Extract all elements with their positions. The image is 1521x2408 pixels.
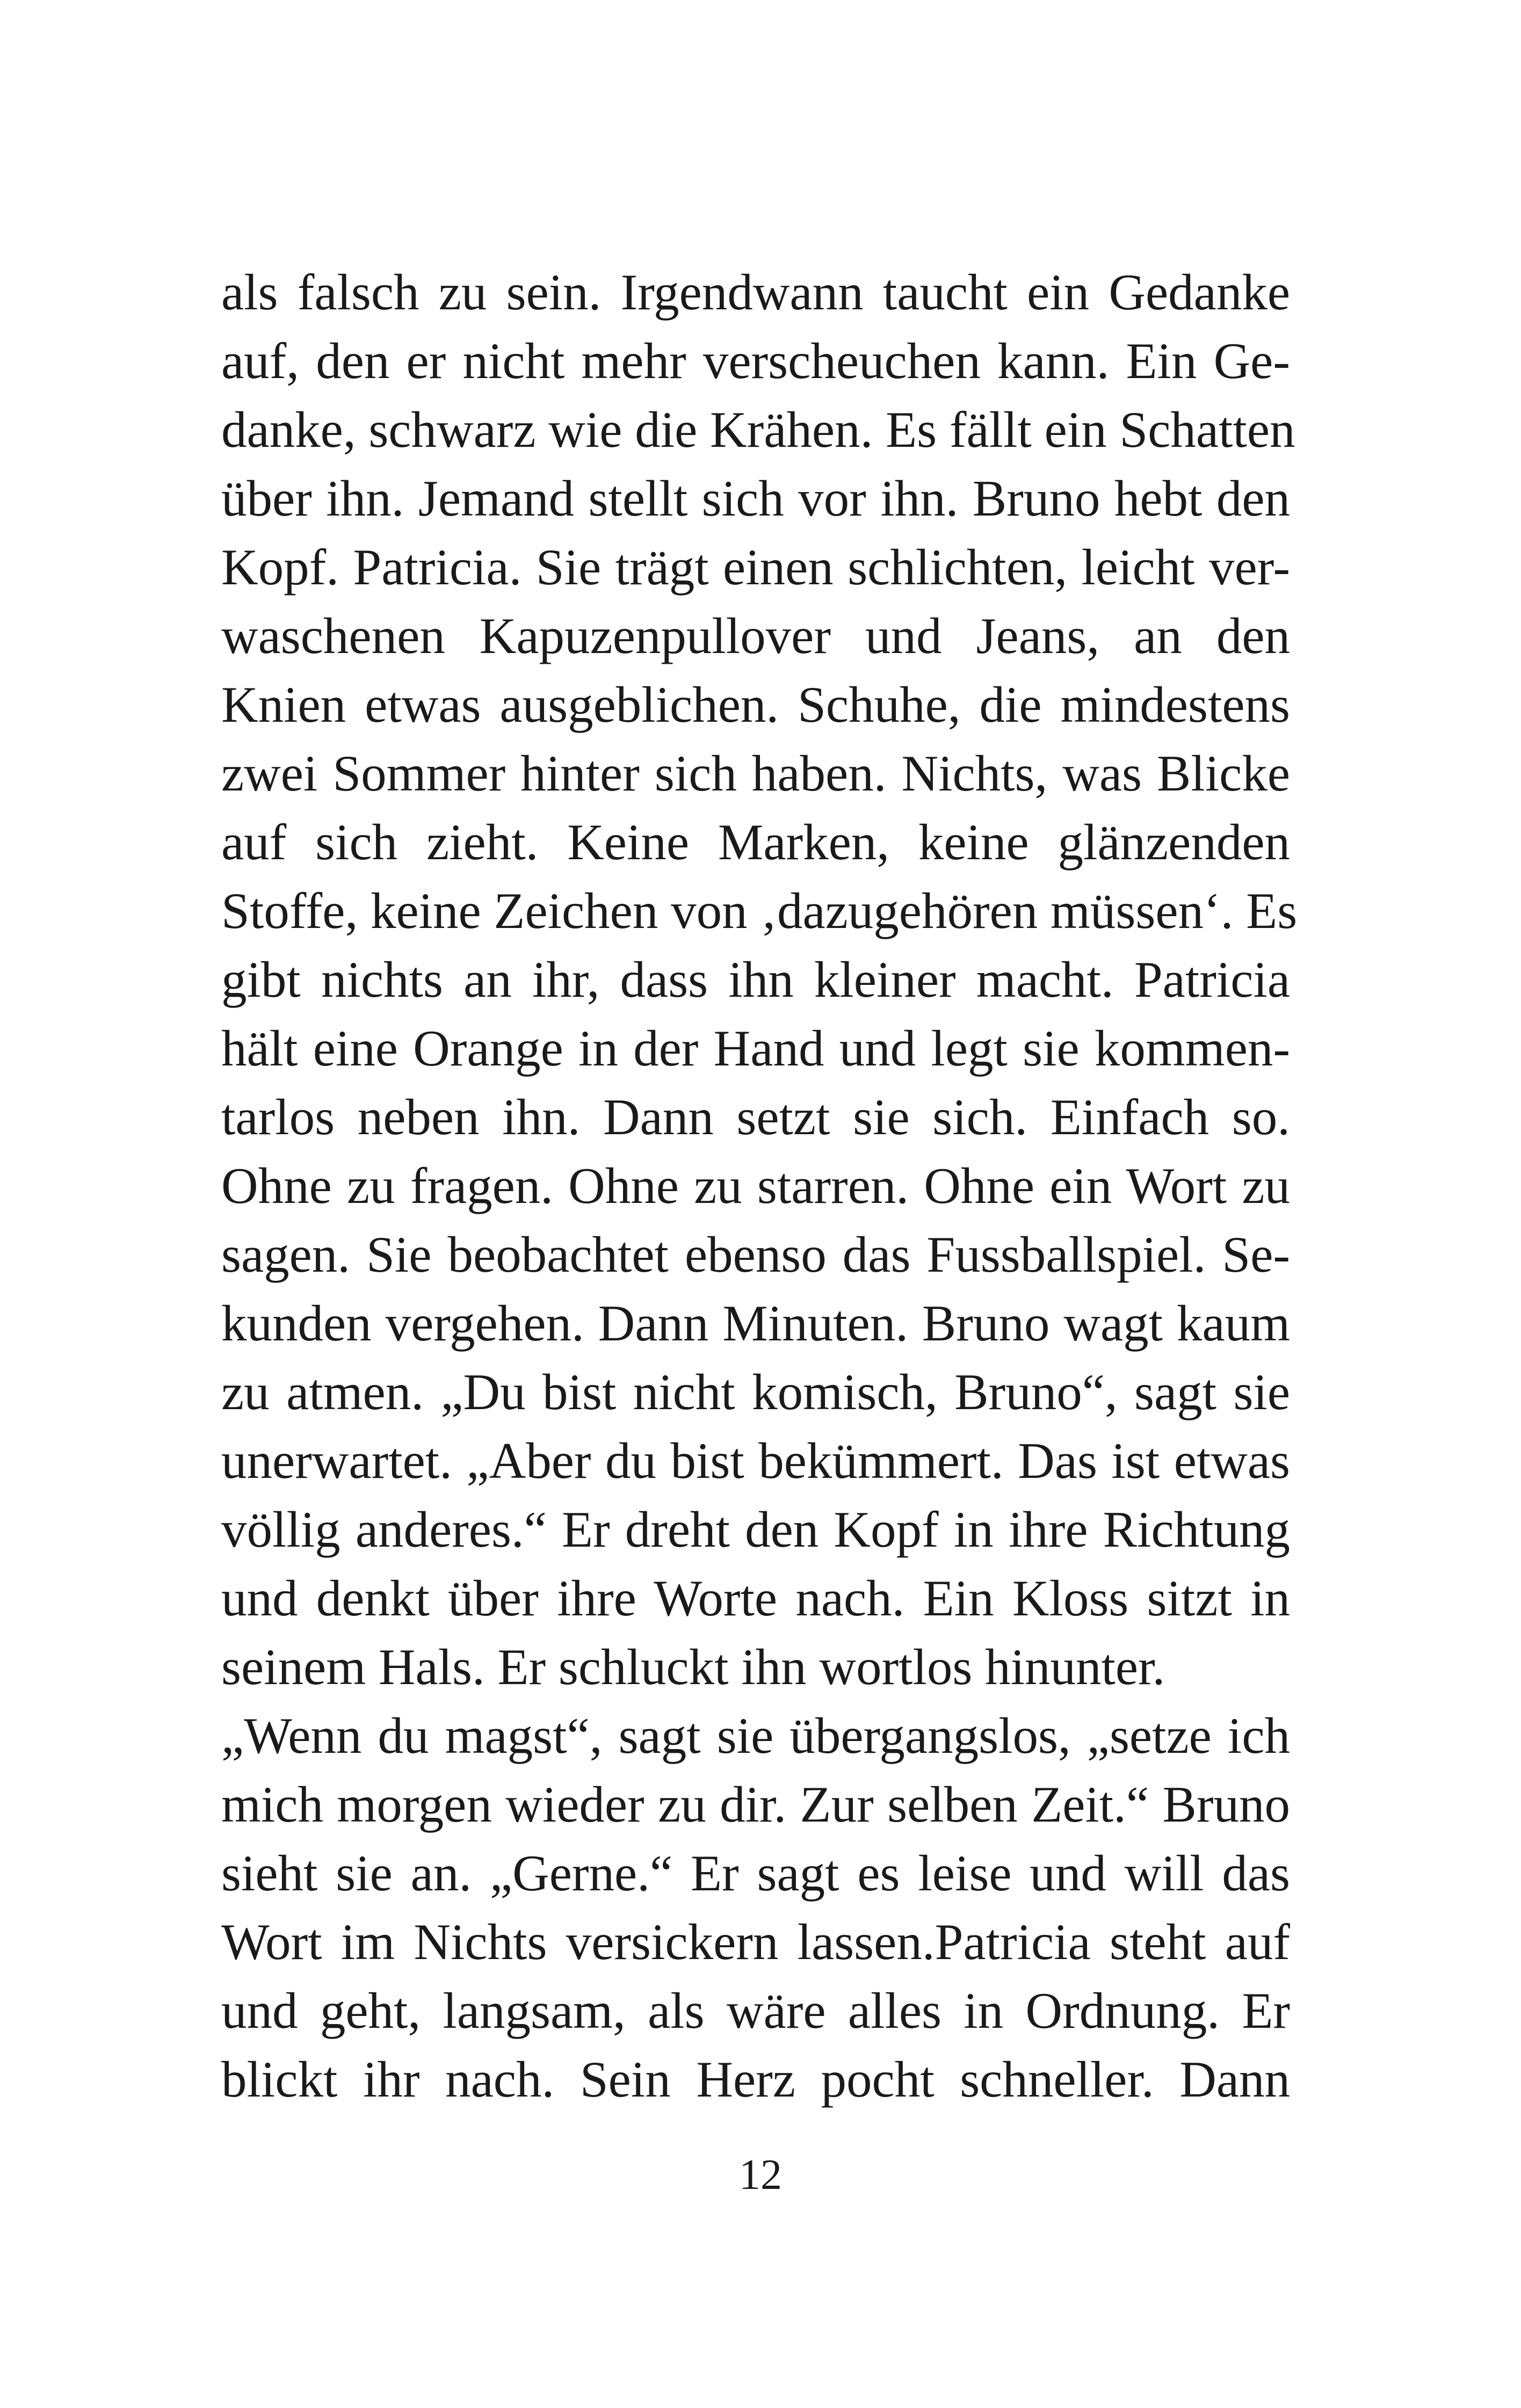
text-line: hält eine Orange in der Hand und legt sie kommen-	[221, 1020, 1290, 1077]
text-line: Ohne zu fragen. Ohne zu starren. Ohne ein Wort zu	[221, 1157, 1290, 1214]
text-line: seinem Hals. Er schluckt ihn wortlos hinunter.	[221, 1638, 1165, 1695]
text-line: Stoffe, keine Zeichen von ‚dazugehören müssen‘. Es	[221, 882, 1298, 939]
text-line: auf, den er nicht mehr verscheuchen kann. Ein Ge-	[221, 332, 1290, 389]
text-line: blickt ihr nach. Sein Herz pocht schneller. Dann	[221, 2051, 1290, 2108]
text-line: Kopf. Patricia. Sie trägt einen schlichten, leicht ver-	[221, 539, 1290, 596]
text-line: und denkt über ihre Worte nach. Ein Kloss sitzt in	[221, 1570, 1290, 1627]
body-text	[221, 258, 1298, 2114]
text-line: völlig anderes.“ Er dreht den Kopf in ihre Richtung	[221, 1501, 1290, 1558]
text-line: danke, schwarz wie die Krähen. Es fällt ein Schatten	[221, 401, 1295, 458]
text-line: waschenen Kapuzenpullover und Jeans, an den	[221, 607, 1290, 664]
text-line: Knien etwas ausgeblichen. Schuhe, die mindestens	[221, 676, 1290, 733]
text-line: über ihn. Jemand stellt sich vor ihn. Bruno hebt den	[221, 470, 1290, 527]
text-line: als falsch zu sein. Irgendwann taucht ein Gedanke	[221, 264, 1290, 321]
text-line: gibt nichts an ihr, dass ihn kleiner macht. Patricia	[221, 951, 1290, 1008]
page-number: 12	[739, 2151, 782, 2199]
text-line: Wort im Nichts versickern lassen.Patricia steht auf	[221, 1913, 1290, 1970]
text-line: sagen. Sie beobachtet ebenso das Fussballspiel. Se-	[221, 1226, 1290, 1283]
text-line: mich morgen wieder zu dir. Zur selben Zeit.“ Bruno	[221, 1776, 1290, 1833]
text-line: und geht, langsam, als wäre alles in Ordnung. Er	[221, 1982, 1290, 2039]
text-line: „Wenn du magst“, sagt sie übergangslos, „setze ich	[221, 1707, 1290, 1764]
text-line: zu atmen. „Du bist nicht komisch, Bruno“, sagt sie	[221, 1363, 1290, 1420]
text-line: unerwartet. „Aber du bist bekümmert. Das ist etwas	[221, 1432, 1290, 1489]
text-line: sieht sie an. „Gerne.“ Er sagt es leise und will das	[221, 1845, 1290, 1902]
text-line: zwei Sommer hinter sich haben. Nichts, was Blicke	[221, 745, 1290, 802]
text-line: kunden vergehen. Dann Minuten. Bruno wagt kaum	[221, 1295, 1290, 1352]
text-line: auf sich zieht. Keine Marken, keine glänzenden	[221, 814, 1290, 871]
text-line: tarlos neben ihn. Dann setzt sie sich. Einfach so.	[221, 1089, 1290, 1145]
